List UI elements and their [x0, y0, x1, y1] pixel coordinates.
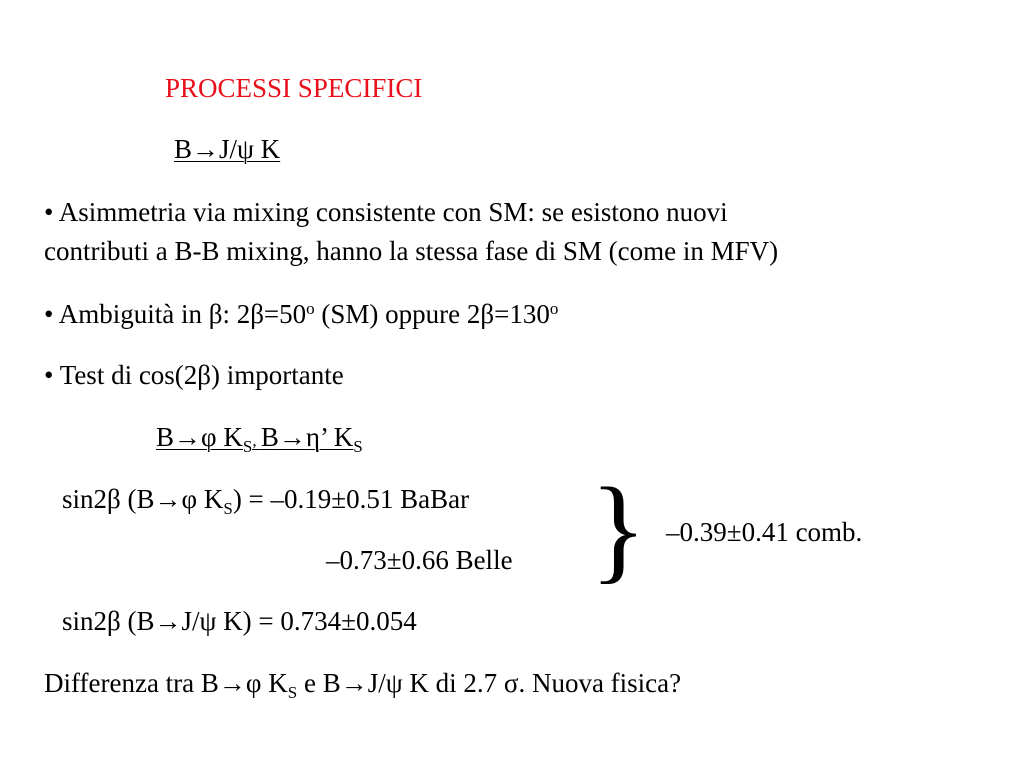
- degree-superscript: o: [549, 299, 559, 318]
- bullet-2-text-b: (SM) oppure 2β=130: [314, 299, 550, 329]
- bullet-3-text: Test di cos(2β) importante: [59, 360, 344, 390]
- conclusion-mid: e B: [297, 668, 341, 698]
- bullet-icon: •: [44, 197, 54, 227]
- subtitle-rest: J/ψ K: [219, 134, 281, 164]
- decay-1-phi-k: φ K: [201, 422, 243, 452]
- subscript-s: S: [353, 437, 363, 456]
- decay-separator: ,: [252, 431, 261, 450]
- bullet-1-text-1: Asimmetria via mixing consistente con SM: se esistono nuovi: [58, 197, 728, 227]
- jpsi-measurement: [62, 605, 417, 637]
- arrow-icon: →: [174, 422, 202, 452]
- babar-pre: sin2β (B: [62, 484, 155, 514]
- conclusion-post: J/ψ K di 2.7 σ. Nuova fisica?: [367, 668, 682, 698]
- bullet-2-text-a: Ambiguità in β: 2β=50: [58, 299, 307, 329]
- right-brace-icon: }: [590, 463, 647, 594]
- combined-result: –0.39±0.41 comb.: [666, 517, 863, 547]
- arrow-icon: →: [278, 422, 306, 452]
- subscript-s: S: [242, 437, 253, 456]
- slide-title: PROCESSI SPECIFICI: [165, 73, 423, 103]
- arrow-icon: →: [218, 668, 246, 698]
- conclusion-phi-k: φ K: [245, 668, 288, 698]
- bullet-icon: •: [44, 360, 54, 390]
- subtitle-b: B: [174, 134, 193, 164]
- process-subtitle: [174, 133, 280, 165]
- conclusion-pre: Differenza tra B: [44, 668, 219, 698]
- bullet-2: [44, 298, 558, 330]
- subscript-s: S: [287, 683, 298, 702]
- arrow-icon: →: [154, 484, 182, 514]
- bullet-icon: •: [44, 299, 54, 329]
- babar-post: ) = –0.19±0.51 BaBar: [232, 484, 470, 514]
- jpsi-post: J/ψ K) = 0.734±0.054: [181, 606, 417, 636]
- bullet-1-line-2: contributi a B-B mixing, hanno la stessa fase di SM (come in MFV): [44, 236, 779, 266]
- decay-1-b: B: [156, 422, 175, 452]
- arrow-icon: →: [154, 606, 182, 636]
- conclusion: [44, 667, 682, 702]
- babar-phi-k: φ K: [181, 484, 224, 514]
- decay-2-eta-k: η’ K: [305, 422, 354, 452]
- arrow-icon: →: [192, 134, 220, 164]
- jpsi-pre: sin2β (B: [62, 606, 155, 636]
- arrow-icon: →: [340, 668, 368, 698]
- decay-modes: [156, 421, 363, 457]
- decay-2-b: B: [260, 422, 279, 452]
- bullet-3: [44, 359, 344, 391]
- degree-superscript: o: [306, 299, 315, 318]
- belle-measurement: –0.73±0.66 Belle: [326, 545, 513, 575]
- bullet-1-line-1: [44, 196, 728, 228]
- subscript-s: S: [223, 499, 233, 518]
- babar-measurement: [62, 483, 470, 518]
